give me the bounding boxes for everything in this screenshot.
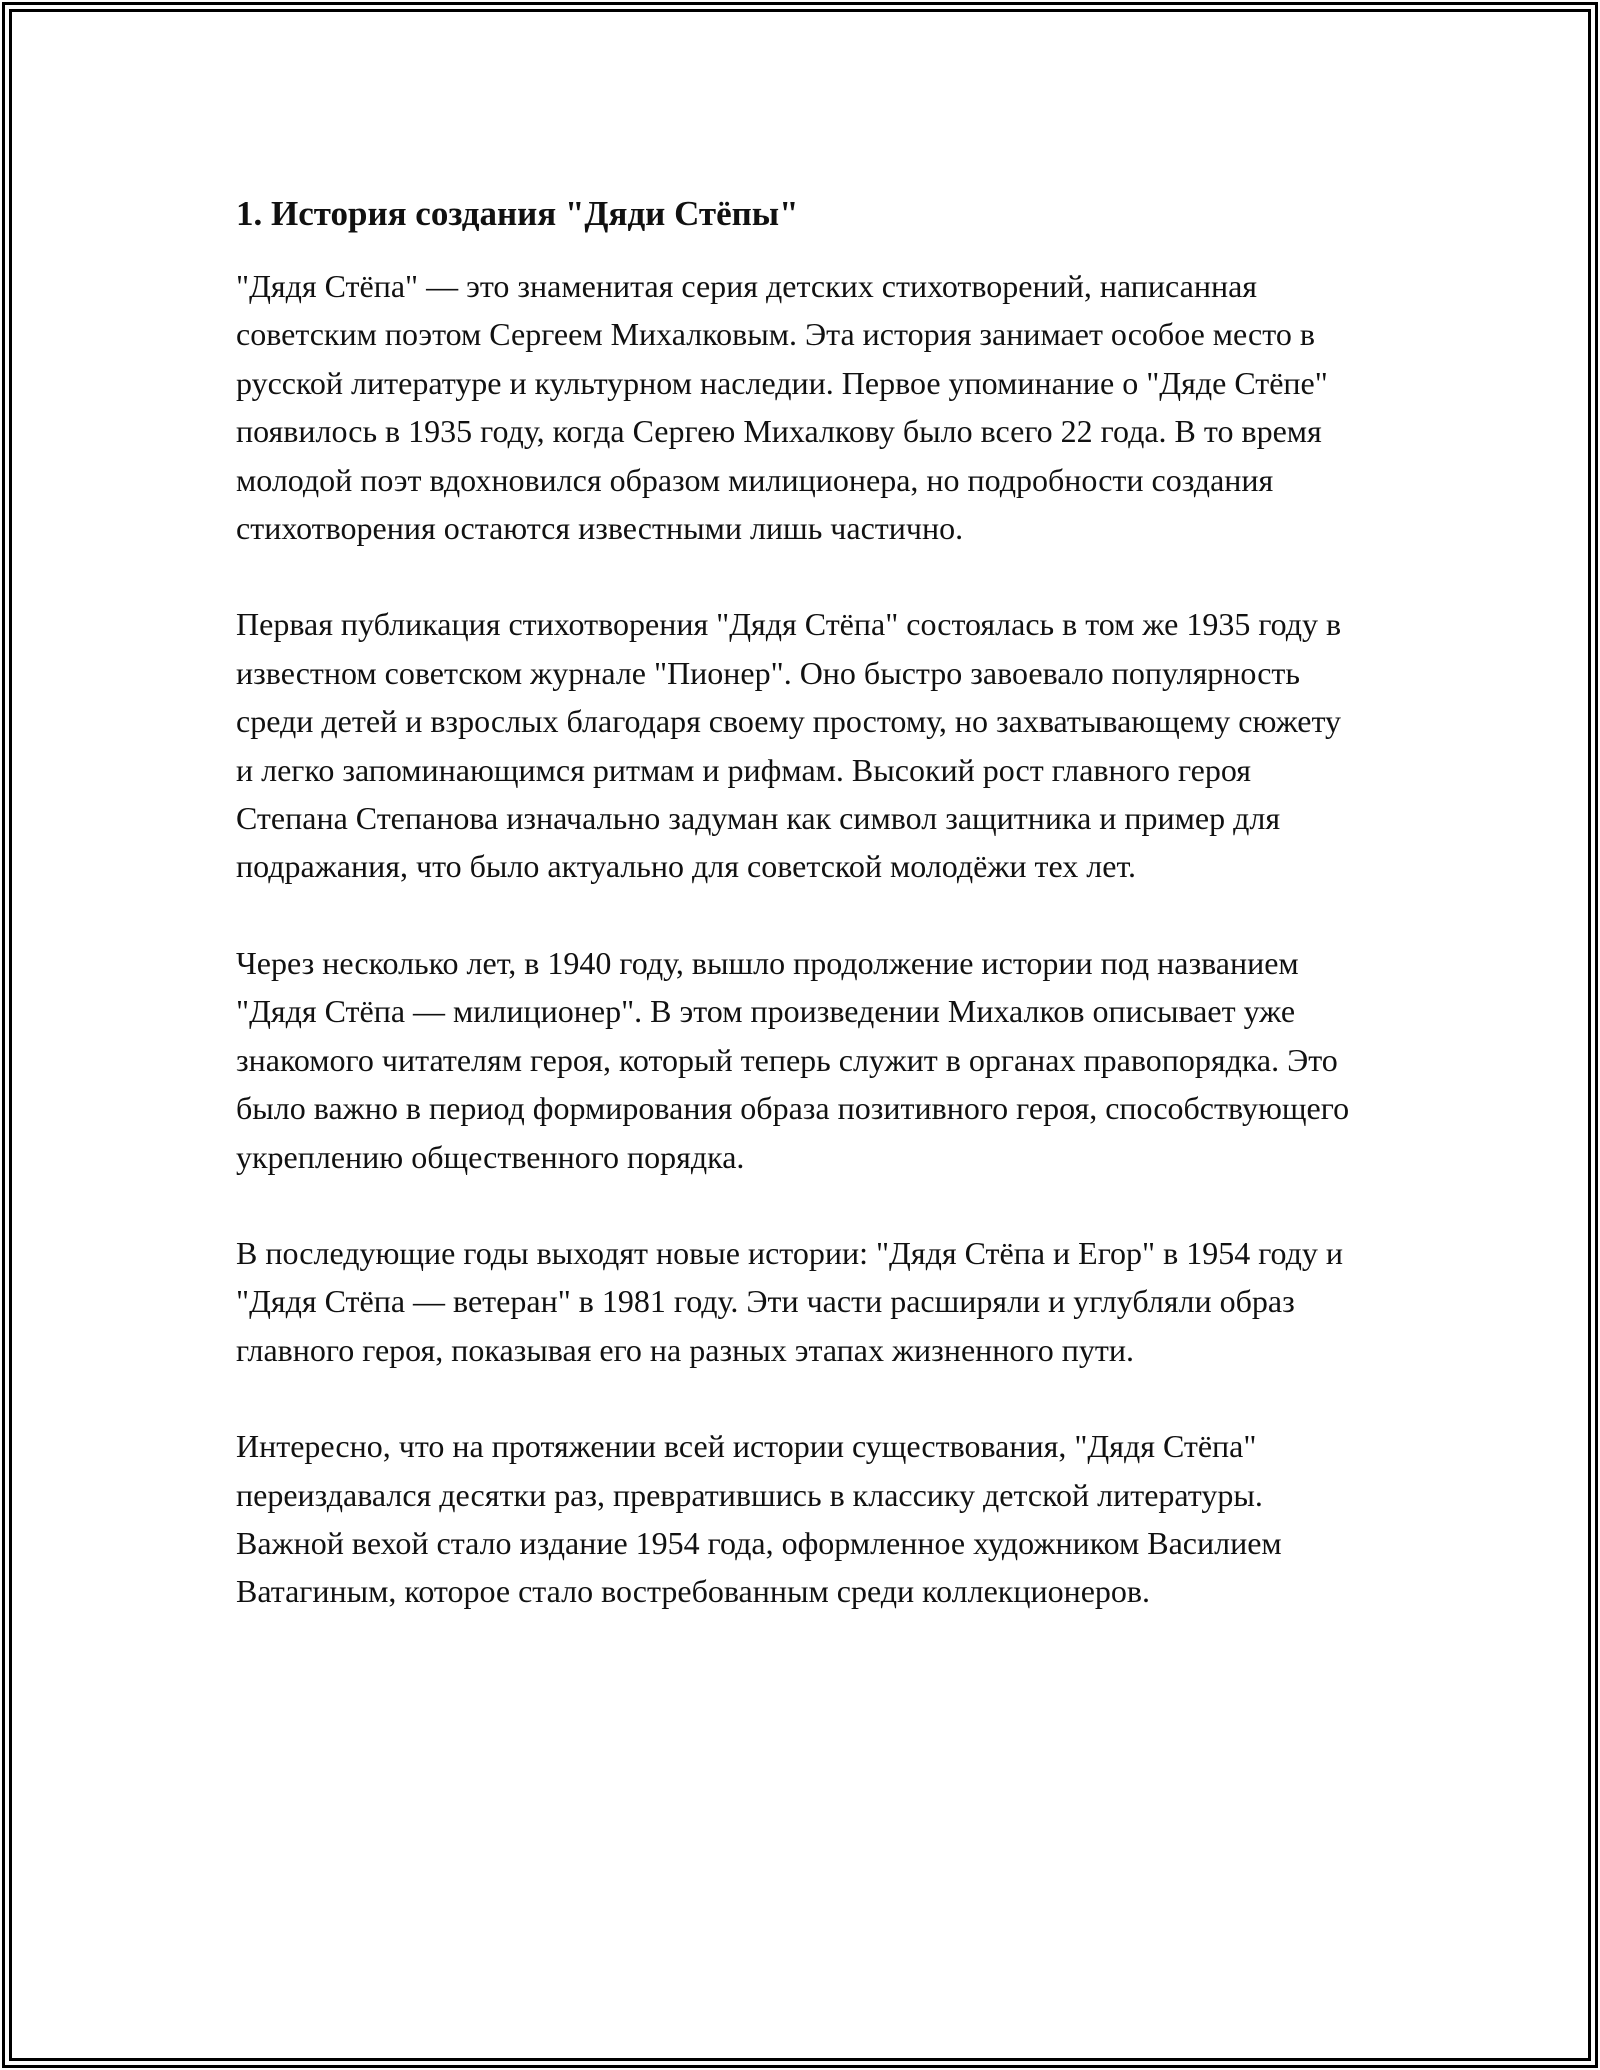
paragraph-3: Через несколько лет, в 1940 году, вышло продолжение истории под названием "Дядя Стёпа — милиционер". В этом произведении Михалков описывает уже знакомого читателям героя, который теперь служит в органах правопорядка. Это было важно в период формирования образа позитивного героя, способствующего укреплению общественного порядка. <box>236 944 1350 1175</box>
paragraph-2: Первая публикация стихотворения "Дядя Стёпа" состоялась в том же 1935 году в известном советском журнале "Пионер". Оно быстро завоевало популярность среди детей и взрослых благодаря своему простому, но захватывающему сюжету и легко запоминающимся ритмам и рифмам. Высокий рост главного героя Степана Степанова изначально задуман как символ защитника и пример для подражания, что было актуально для советской молодёжи тех лет. <box>236 606 1342 885</box>
paragraph-1: "Дядя Стёпа" — это знаменитая серия детских стихотворений, написанная советским поэтом Сергеем Михалковым. Эта история занимает особое место в русской литературе и культурном наследии. Первое упоминание о "Дяде Стёпе" появилось в 1935 году, когда Сергею Михалкову было всего 22 года. В то время молодой поэт вдохновился образом милиционера, но подробности создания стихотворения остаются известными лишь частично. <box>236 268 1328 547</box>
paragraph-5: Интересно, что на протяжении всей истории существования, "Дядя Стёпа" переиздавался десятки раз, превратившись в классику детской литературы. Важной вехой стало издание 1954 года, оформленное художником Василием Ватагиным, которое стало востребованным среди коллекционеров. <box>236 1428 1282 1610</box>
document-content <box>236 186 1364 1664</box>
paragraph-4: В последующие годы выходят новые истории: "Дядя Стёпа и Егор" в 1954 году и "Дядя Стёпа — ветеран" в 1981 году. Эти части расширяли и углубляли образ главного героя, показывая его на разных этапах жизненного пути. <box>236 1234 1344 1368</box>
section-heading: 1. История создания "Дяди Стёпы" <box>236 194 799 233</box>
